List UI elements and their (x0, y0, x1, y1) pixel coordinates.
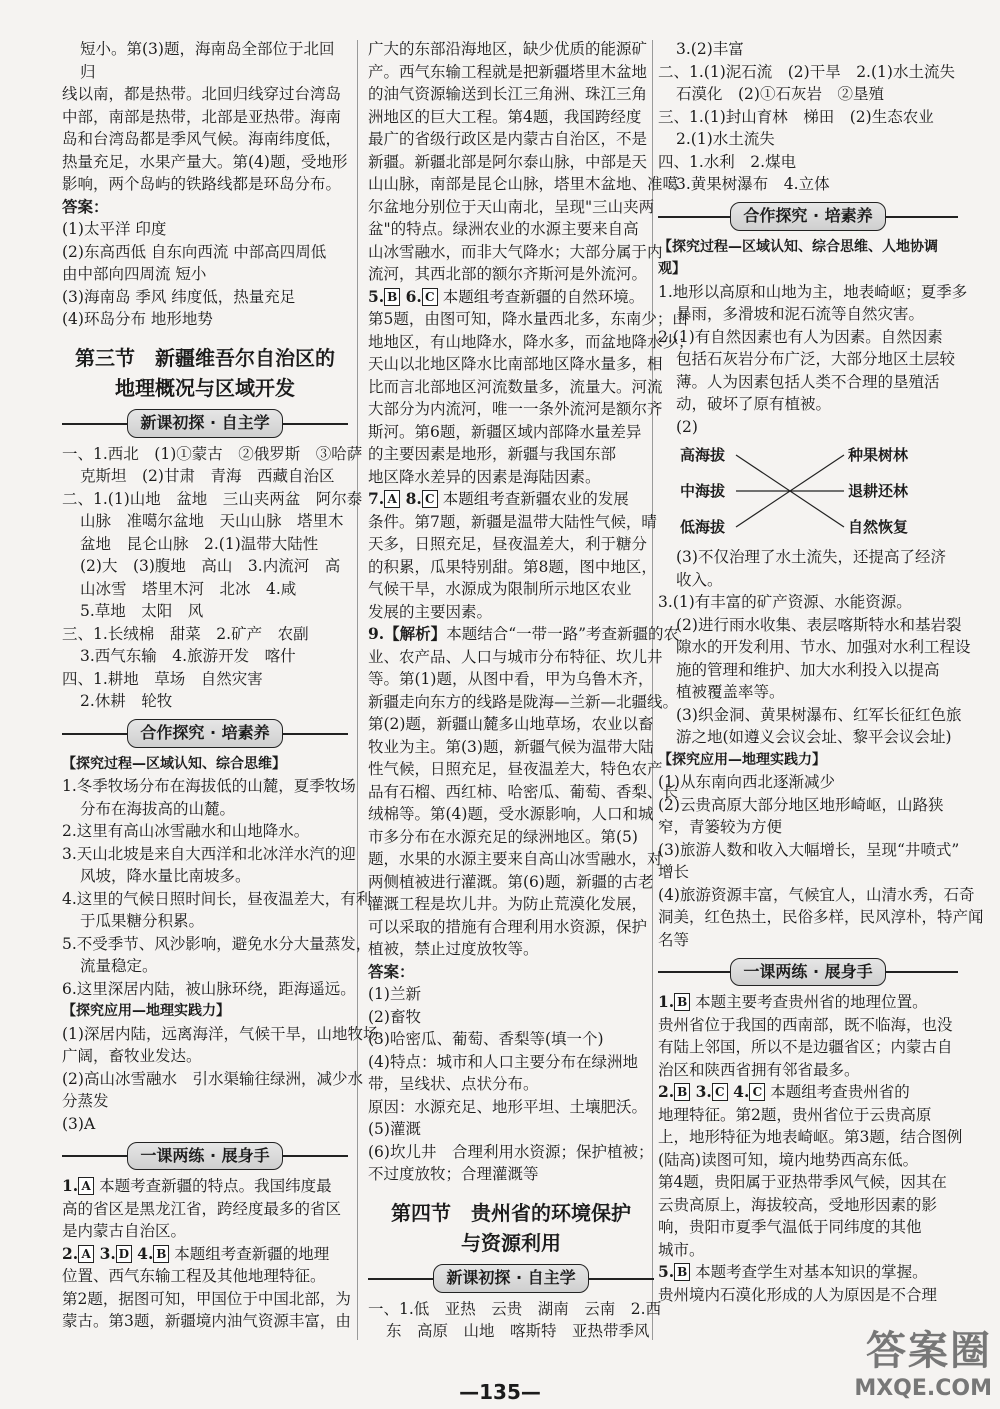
text-line: 题，水果的水源主要来自高山冰雪融水，对 (368, 850, 663, 868)
watermark-logo (854, 1319, 992, 1401)
exercise-line: (2)大 (3)腹地 高山 3.内流河 高 (80, 557, 341, 575)
question-line (368, 286, 654, 309)
question-text: 本题组考查新疆的地理 (169, 1244, 330, 1263)
inquiry-tag: 【探究应用—地理实践力】 (658, 751, 826, 768)
practice-line: (4)旅游资源丰富，气候宜人，山清水秀，石奇 (658, 885, 975, 904)
section-title-line: 与资源利用 (461, 1230, 561, 1255)
practice-line: (3)旅游人数和收入大幅增长，呈现“井喷式” (658, 840, 960, 859)
practice-line: (3)A (62, 1114, 96, 1133)
inquiry-line: 风坡，降水量比南坡多。 (80, 867, 251, 885)
practice-line: 洞美，红色热土，民俗多样，民风淳朴，特产闻 (658, 908, 984, 926)
watermark-brand: 答案圈 (866, 1328, 992, 1374)
answer-box: D (116, 1245, 132, 1263)
answer-box: B (674, 1263, 690, 1281)
answer-line: 不过度放牧；合理灌溉等 (368, 1165, 539, 1183)
question-number: 1. (658, 992, 675, 1011)
question-number: 6. (400, 286, 422, 306)
question-line: 有陆上邻国，所以不是边疆省区；内蒙古自 (658, 1038, 953, 1056)
intro-line: 影响，两个岛屿的铁路线都是环岛分布。 (62, 175, 342, 193)
answer-box: C (422, 490, 438, 508)
inquiry-tag: 【探究过程—区域认知、综合思维】 (62, 755, 286, 772)
answer-line: (6)坎儿井 合理利用水资源；保护植被； (368, 1142, 654, 1161)
question-text: 本题考查学生对基本知识的掌握。 (690, 1263, 928, 1281)
question-line (368, 488, 654, 511)
question-number: 3. (94, 1243, 116, 1263)
section-banner (368, 1266, 654, 1292)
question-line: 第4题，贵阳属于亚热带季风气候，因其在 (658, 1173, 947, 1191)
answer-line: 由中部向四周流 短小 (62, 265, 207, 283)
section-banner (62, 1143, 348, 1169)
answer-line: 原因：水源充足、地形平坦、土壤肥沃。 (368, 1097, 648, 1116)
question-number: 4. (131, 1243, 154, 1263)
practice-line: (1)从东南向西北逐渐减少 (658, 773, 835, 791)
answer-line: (1)太平洋 印度 (62, 220, 167, 238)
analysis-label: 9.【解析】 (368, 624, 447, 643)
column-left (62, 38, 379, 1333)
inquiry-line: 5.不受季节、风沙影响，避免水分大量蒸发， (62, 934, 372, 953)
text-line: 最广的省级行政区是内蒙古自治区，不是 (368, 130, 648, 148)
answer-box: A (78, 1245, 94, 1263)
answer-label: 答案： (368, 961, 415, 981)
intro-line: 短小。第(3)题，海南岛全部位于北回归 (80, 40, 335, 81)
analysis-text: 本题结合“一带一路”考查新疆的农 (446, 625, 680, 643)
banner-label: 一课两练 · 展身手 (127, 1142, 282, 1171)
question-line: 蒙古。第3题，新疆境内油气资源丰富，由 (62, 1312, 351, 1330)
inquiry-line: 隙水的开发利用、节水、加强对水利工程设 (676, 638, 971, 656)
text-line: 第5题，由图可知，降水量西北多，东南少；山 (368, 310, 688, 328)
text-line: 山山脉，南部是昆仑山脉，塔里木盆地、准噶 (368, 175, 679, 193)
inquiry-line: (3)织金洞、黄果树瀑布、红军长征红色旅 (676, 705, 962, 724)
inquiry-line: 包括石灰岩分布广泛，大部分地区土层较 (676, 350, 956, 368)
intro-line: 中部，南部是热带，北部是亚热带。海南 (62, 107, 342, 126)
text-line: 条件。第7题，新疆是温带大陆性气候，晴 (368, 512, 657, 531)
column-divider (357, 40, 358, 1340)
inquiry-line: (2)进行雨水收集、表层喀斯特水和基岩裂 (676, 615, 962, 634)
question-line: 第2题，据图可知，甲国位于中国北部，为 (62, 1289, 351, 1308)
inquiry-line: 1.冬季牧场分布在海拔低的山麓，夏季牧场 (62, 777, 356, 795)
answer-box: B (153, 1245, 169, 1263)
question-line: 响，贵阳市夏季气温低于同纬度的其他 (658, 1218, 922, 1236)
question-number: 1. (62, 1176, 79, 1195)
question-number: 3. (690, 1082, 712, 1101)
inquiry-line: 3.(1)有丰富的矿产资源、水能资源。 (658, 593, 912, 611)
question-number: 8. (400, 489, 422, 508)
banner-label: 新课初探 · 自主学 (127, 409, 282, 438)
text-line: 流河，其西北部的额尔齐斯河是外流河。 (368, 265, 648, 283)
question-text: 本题主要考查贵州省的地理位置。 (690, 993, 928, 1011)
answer-line: (2)东高西低 自东向西流 中部高四周低 (62, 242, 327, 261)
practice-line: (2)高山冰雪融水 引水渠输往绿洲，减少水 (62, 1069, 363, 1088)
inquiry-line: 6.这里深居内陆，被山脉环绕，距海遥远。 (62, 979, 356, 998)
inquiry-line: 2.这里有高山冰雪融水和山地降水。 (62, 822, 310, 840)
text-line: 灌溉工程是坎儿井。为防止荒漠化发展， (368, 895, 648, 913)
question-number: 5. (658, 1262, 675, 1281)
question-line: 贵州省位于我国的西南部，既不临海，也没 (658, 1015, 953, 1034)
question-line: 城市。 (658, 1240, 705, 1259)
section-title (62, 343, 348, 403)
text-line: 比而言北部地区河流数量多，流量大。河流 (368, 377, 663, 396)
text-line: 等。第(1)题，从图中看，甲为乌鲁木齐， (368, 670, 654, 688)
text-line: 地区降水差异的因素是海陆因素。 (368, 467, 601, 486)
inquiry-line: 流量稳定。 (80, 957, 158, 975)
practice-line: 分蒸发 (62, 1092, 109, 1110)
question-line: (陆高)读图可知，境内地势西高东低。 (658, 1150, 919, 1169)
answer-line: (5)灌溉 (368, 1120, 421, 1138)
question-text: 本题组考查新疆的自然环境。 (437, 287, 645, 306)
inquiry-line: 2.(1)有自然因素也有人为因素。自然因素 (658, 327, 943, 346)
text-line: 山冰雪融水，而非大气降水；大部分属于内 (368, 242, 663, 261)
text-line: 两侧植被进行灌溉。第(6)题，新疆的古老 (368, 872, 654, 891)
inquiry-line: 施的管理和维护、加大水利投入以提高 (676, 660, 940, 679)
inquiry-tag: 【探究过程—区域认知、综合思维、人地协调 (658, 238, 938, 255)
exercise-line: 一、1.低 亚热 云贵 湖南 云南 2.西 (368, 1299, 662, 1318)
question-line (658, 1261, 958, 1284)
exercise-line: 二、1.(1)山地 盆地 三山夹两盆 阿尔泰 (62, 489, 363, 508)
text-line: 植被，禁止过度放牧等。 (368, 940, 539, 958)
text-line: 大部分为内流河，唯一一条外流河是额尔齐 (368, 400, 663, 418)
text-line: 新疆。新疆北部是阿尔泰山脉，中部是天 (368, 152, 648, 171)
question-line: 贵州境内石漠化形成的人为原因是不合理 (658, 1285, 938, 1304)
answer-line: 带，呈线状、点状分布。 (368, 1075, 539, 1093)
question-line (368, 623, 680, 646)
question-text: 本题考查新疆的特点。我国纬度最 (94, 1177, 332, 1195)
exercise-line: 山脉 准噶尔盆地 天山山脉 塔里木 (80, 512, 344, 530)
inquiry-line: 于瓜果糖分积累。 (80, 912, 205, 930)
text-line: 气候干旱，水源成为限制所示地区农业 (368, 580, 632, 598)
practice-line: (1)深居内陆，远离海洋，气候干旱，山地牧场 (62, 1024, 379, 1043)
section-title-line: 地理概况与区域开发 (115, 375, 295, 400)
text-line: 绒棉等。第(4)题，受水源影响，人口和城 (368, 805, 654, 823)
answer-box: B (674, 1083, 690, 1101)
text-line: 斯河。第6题，新疆区域内部降水量差异 (368, 422, 642, 441)
section-banner (658, 959, 958, 985)
diagram-left-label: 低海拔 (680, 518, 726, 536)
inquiry-line: 3.天山北坡是来自大西洋和北冰洋水汽的迎 (62, 844, 356, 863)
answer-label: 答案： (62, 196, 109, 216)
exercise-line: 盆地 昆仑山脉 2.(1)温带大陆性 (80, 534, 319, 553)
inquiry-line: 分布在海拔高的山麓。 (80, 799, 236, 818)
intro-line: 热量充足，水果产量大。第(4)题，受地形 (62, 152, 348, 171)
exercise-line: 四、1.水利 2.煤电 (658, 152, 797, 171)
answer-line: (4)特点：城市和人口主要分布在绿洲地 (368, 1052, 638, 1071)
exercise-line: 石漠化 (2)①石灰岩 ②垦殖 (676, 85, 884, 103)
inquiry-line: 游之地(如遵义会议会址、黎平会议会址) (676, 728, 952, 746)
section-title (368, 1198, 654, 1258)
question-line (62, 1175, 348, 1198)
exercise-line: 2.(1)水土流失 (676, 130, 775, 148)
text-line: 的主要因素是地形，新疆与我国东部 (368, 445, 617, 463)
answer-box: A (78, 1177, 94, 1195)
practice-line: (2)云贵高原大部分地区地形崎岖，山路狭 (658, 795, 944, 814)
inquiry-line: 收入。 (676, 570, 723, 589)
altitude-matching-diagram (658, 444, 958, 540)
question-line (62, 1243, 348, 1266)
exercise-line: 5.草地 太阳 风 (80, 602, 204, 620)
section-banner (62, 411, 348, 437)
inquiry-line: 4.这里的气候日照时间长，昼夜温差大，有利 (62, 889, 372, 908)
answer-line: (1)兰新 (368, 985, 421, 1003)
diagram-right-label: 自然恢复 (848, 518, 909, 536)
answer-line: (4)环岛分布 地形地势 (62, 310, 213, 328)
answer-line: (3)海南岛 季风 纬度低，热量充足 (62, 287, 296, 306)
text-line: 品有石榴、西红柿、哈密瓜、葡萄、香梨、长 (368, 782, 679, 801)
text-line: 性气候，日照充足，昼夜温差大，特色农产 (368, 760, 663, 778)
text-line: 洲地区的巨大工程。第4题，我国跨经度 (368, 107, 642, 126)
exercise-line: 四、1.耕地 草场 自然灾害 (62, 669, 263, 688)
exercise-line: 2.休耕 轮牧 (80, 692, 173, 710)
exercise-line: 三、1.长绒棉 甜菜 2.矿产 农副 (62, 624, 309, 643)
text-line: 盆"的特点。绿洲农业的水源主要来自高 (368, 220, 639, 238)
page-number: —135— (459, 1380, 541, 1404)
banner-label: 新课初探 · 自主学 (433, 1264, 588, 1293)
text-line: 的积累，瓜果特别甜。第8题，图中地区， (368, 557, 657, 576)
text-line: 第(2)题，新疆山麓多山地草场，农业以畜 (368, 715, 654, 733)
question-number: 7. (368, 489, 385, 508)
diagram-left-label: 高海拔 (680, 446, 726, 464)
question-line: 地理特征。第2题，贵州省位于云贵高原 (658, 1105, 932, 1124)
question-number: 2. (62, 1243, 79, 1263)
inquiry-line: (3)不仅治理了水土流失，还提高了经济 (676, 548, 946, 566)
text-line: 天山以北地区降水比南部地区降水量多，相 (368, 355, 663, 373)
question-line (658, 991, 958, 1014)
exercise-line: 3.黄果树瀑布 4.立体 (676, 175, 830, 193)
answer-box: B (674, 993, 690, 1011)
question-line: 位置、西气东输工程及其他地理特征。 (62, 1267, 326, 1285)
answer-box: A (384, 490, 400, 508)
diagram-right-label: 退耕还林 (848, 482, 909, 500)
inquiry-line: (2) (676, 417, 698, 436)
exercise-line: 3.(2)丰富 (676, 40, 744, 58)
text-line: 市多分布在水源充足的绿洲地区。第(5) (368, 827, 638, 846)
text-line: 产。西气东输工程就是把新疆塔里木盆地 (368, 62, 648, 81)
exercise-line: 3.西气东输 4.旅游开发 喀什 (80, 647, 296, 665)
practice-line: 增长 (658, 863, 690, 881)
text-line: 尔盆地分别位于天山南北，呈现"三山夹两 (368, 197, 655, 216)
question-line (658, 1081, 958, 1104)
banner-label: 一课两练 · 展身手 (730, 958, 885, 987)
watermark-site: MXQE.COM (854, 1376, 992, 1401)
inquiry-line: 植被覆盖率等。 (676, 683, 785, 701)
text-line: 业、农产品、人口与城市分布特征、坎儿井 (368, 647, 663, 666)
answer-line: (2)畜牧 (368, 1007, 421, 1026)
inquiry-tag: 【探究应用—地理实践力】 (62, 1003, 230, 1019)
inquiry-line: 动，破坏了原有植被。 (676, 395, 832, 413)
exercise-line: 一、1.西北 (1)①蒙古 ②俄罗斯 ③哈萨 (62, 444, 363, 463)
text-line: 天多，日照充足，昼夜温差大，利于糖分 (368, 535, 648, 553)
text-line: 牧业为主。第(3)题，新疆气候为温带大陆 (368, 737, 654, 756)
question-number: 2. (658, 1082, 675, 1101)
diagram-lines (658, 444, 958, 540)
exercise-line: 东 高原 山地 喀斯特 亚热带季风 (386, 1322, 650, 1340)
question-line: 上，地形特征为地表崎岖。第3题，结合图例 (658, 1128, 963, 1146)
inquiry-tag: 观】 (658, 261, 686, 277)
question-line: 是内蒙古自治区。 (62, 1222, 187, 1240)
section-banner (658, 204, 958, 230)
diagram-right-label: 种果树林 (848, 446, 909, 464)
section-title-line: 第三节 新疆维吾尔自治区的 (75, 345, 335, 370)
answer-box: C (422, 288, 438, 306)
question-line: 治区和陕西省拥有邻省最多。 (658, 1060, 860, 1079)
column-right (658, 38, 984, 1306)
section-banner (62, 721, 348, 747)
section-title-line: 第四节 贵州省的环境保护 (391, 1200, 631, 1225)
text-line: 可以采取的措施有合理利用水资源，保护 (368, 917, 648, 936)
practice-line: 名等 (658, 930, 690, 949)
answer-box: B (384, 288, 400, 306)
practice-line: 窄，青篓较为方便 (658, 818, 783, 836)
question-line: 高的省区是黑龙江省，跨经度最多的省区 (62, 1199, 342, 1218)
question-number: 5. (368, 286, 385, 306)
banner-label: 合作探究 · 培素养 (127, 719, 282, 748)
text-line: 地地区，有山地降水，降水多，而盆地降水少； (368, 332, 694, 351)
question-line: 云贵高原上，海拔较高，受地形因素的影 (658, 1195, 938, 1214)
exercise-line: 三、1.(1)封山育林 梯田 (2)生态农业 (658, 107, 934, 126)
text-line: 广大的东部沿海地区，缺少优质的能源矿 (368, 40, 648, 58)
question-number: 4. (727, 1082, 750, 1101)
text-line: 发展的主要因素。 (368, 602, 493, 621)
answer-line: (3)哈密瓜、葡萄、香梨等(填一个) (368, 1030, 604, 1048)
diagram-left-label: 中海拔 (680, 482, 726, 500)
exercise-line: 二、1.(1)泥石流 (2)干旱 2.(1)水土流失 (658, 62, 955, 81)
answer-box: C (712, 1083, 728, 1101)
question-text: 本题组考查新疆农业的发展 (437, 490, 629, 508)
text-line: 新疆走向东方的线路是陇海—兰新—北疆线。 (368, 692, 679, 711)
banner-label: 合作探究 · 培素养 (730, 202, 885, 231)
inquiry-line: 1.地形以高原和山地为主，地表崎岖；夏季多 (658, 282, 968, 301)
answer-box: C (749, 1083, 765, 1101)
inquiry-line: 暴雨，多滑坡和泥石流等自然灾害。 (676, 305, 925, 323)
practice-line: 广阔，畜牧业发达。 (62, 1047, 202, 1065)
question-text: 本题组考查贵州省的 (765, 1083, 910, 1101)
intro-line: 岛和台湾岛都是季风气候。海南纬度低， (62, 130, 342, 148)
text-line: 的油气资源输送到长江三角洲、珠江三角 (368, 85, 648, 103)
intro-line: 线以南，都是热带。北回归线穿过台湾岛 (62, 85, 342, 103)
inquiry-line: 薄。人为因素包括人类不合理的垦殖活 (676, 372, 940, 391)
exercise-line: 山冰雪 塔里木河 北冰 4.咸 (80, 579, 297, 598)
exercise-line: 克斯坦 (2)甘肃 青海 西藏自治区 (80, 467, 335, 485)
